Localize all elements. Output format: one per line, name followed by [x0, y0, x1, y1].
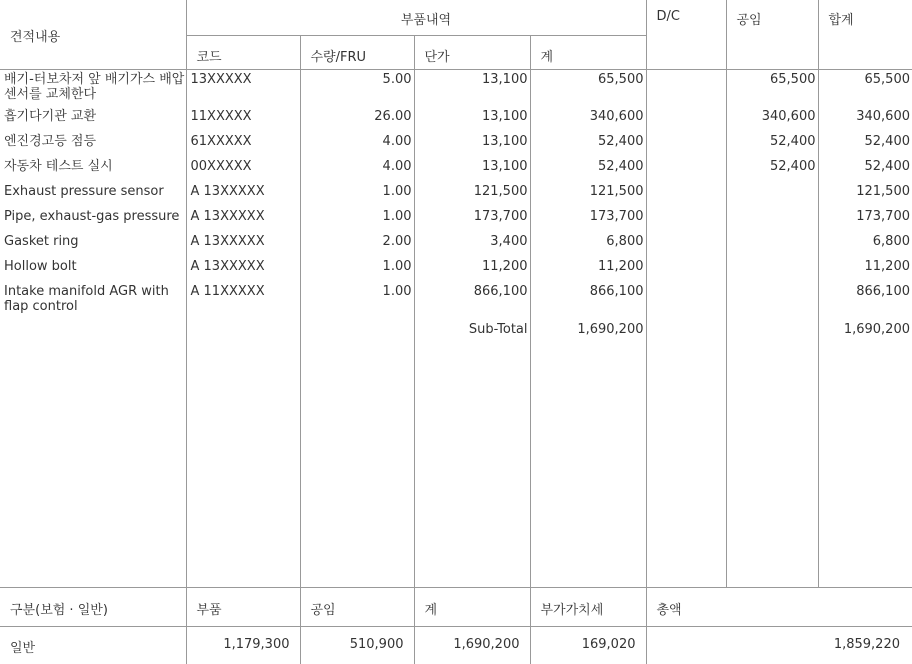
line-total: 173,700	[856, 209, 910, 224]
line-code: 11XXXXX	[190, 109, 252, 124]
line-description: Intake manifold AGR with flap control	[4, 284, 169, 314]
line-total: 65,500	[864, 71, 910, 87]
line-amount: 6,800	[606, 234, 644, 249]
line-code: A 13XXXXX	[190, 234, 265, 249]
line-quantity: 2.00	[382, 234, 412, 249]
summary-category-header: 구분(보험 · 일반)	[10, 602, 108, 618]
subtotal-row	[0, 320, 912, 345]
line-quantity: 1.00	[382, 184, 412, 199]
line-code: A 13XXXXX	[190, 259, 265, 274]
summary-grand-total: 1,859,220	[833, 636, 900, 652]
qty-header-label: 수량/FRU	[310, 49, 367, 65]
line-unit-price: 11,200	[482, 259, 528, 274]
line-total: 52,400	[864, 159, 910, 174]
summary-parts: 1,179,300	[223, 636, 290, 652]
dc-header-label: D/C	[656, 9, 680, 24]
line-labor: 52,400	[770, 134, 816, 149]
line-quantity: 26.00	[374, 109, 412, 124]
line-labor: 340,600	[761, 109, 816, 124]
line-total: 340,600	[856, 109, 910, 124]
line-code: A 11XXXXX	[190, 284, 265, 299]
subtotal-amount: 1,690,200	[577, 322, 644, 337]
line-code: 13XXXXX	[190, 71, 252, 87]
line-code: 61XXXXX	[190, 134, 252, 149]
subtotal-total: 1,690,200	[843, 322, 910, 337]
line-item-row	[0, 69, 912, 107]
subtotal-label: Sub-Total	[468, 322, 528, 337]
line-quantity: 1.00	[382, 259, 412, 274]
line-description: Pipe, exhaust-gas pressure	[4, 209, 180, 224]
line-amount: 52,400	[598, 159, 644, 174]
summary-value-row	[0, 626, 912, 664]
line-quantity: 4.00	[382, 159, 412, 174]
summary-vat: 169,020	[581, 636, 636, 652]
line-item-row	[0, 232, 912, 257]
line-item-row	[0, 207, 912, 232]
line-amount: 866,100	[589, 284, 644, 299]
unit-price-header-label: 단가	[424, 49, 450, 65]
line-item-row	[0, 257, 912, 282]
line-total: 866,100	[856, 284, 910, 299]
summary-header-row	[0, 587, 912, 626]
line-unit-price: 13,100	[482, 109, 528, 124]
code-header-label: 코드	[196, 49, 222, 65]
estimate-header	[0, 0, 912, 69]
summary-sum-header: 계	[424, 602, 438, 618]
line-unit-price: 13,100	[482, 71, 528, 87]
line-quantity: 4.00	[382, 134, 412, 149]
total-header-label: 합계	[828, 13, 854, 28]
summary-section	[0, 587, 912, 664]
sum-header-label: 계	[540, 49, 554, 65]
line-amount: 121,500	[589, 184, 644, 199]
line-description: Hollow bolt	[4, 259, 77, 274]
labor-header-label: 공임	[736, 13, 762, 28]
line-labor: 52,400	[770, 159, 816, 174]
line-description: 엔진경고등 점등	[4, 134, 97, 149]
summary-vat-header: 부가가치세	[540, 602, 604, 618]
line-item-row	[0, 182, 912, 207]
line-amount: 65,500	[598, 71, 644, 87]
line-code: A 13XXXXX	[190, 209, 265, 224]
line-code: A 13XXXXX	[190, 184, 265, 199]
line-items	[0, 69, 912, 320]
subtotal-section	[0, 320, 912, 587]
line-code: 00XXXXX	[190, 159, 252, 174]
line-description: Gasket ring	[4, 234, 79, 249]
line-item-row	[0, 157, 912, 182]
summary-labor-header: 공임	[310, 602, 336, 618]
line-description: Exhaust pressure sensor	[4, 184, 164, 199]
parts-header-label: 부품내역	[400, 13, 452, 28]
line-unit-price: 121,500	[473, 184, 528, 199]
line-quantity: 1.00	[382, 284, 412, 299]
line-amount: 340,600	[589, 109, 644, 124]
summary-parts-header: 부품	[196, 602, 222, 618]
line-unit-price: 13,100	[482, 159, 528, 174]
line-unit-price: 173,700	[473, 209, 528, 224]
line-total: 52,400	[864, 134, 910, 149]
line-quantity: 5.00	[382, 71, 412, 87]
line-labor: 65,500	[770, 71, 816, 87]
line-total: 121,500	[856, 184, 910, 199]
line-description: 자동차 테스트 실시	[4, 159, 113, 174]
line-description: 배기-터보차저 앞 배기가스 배압센서를 교체한다	[4, 71, 185, 102]
line-quantity: 1.00	[382, 209, 412, 224]
summary-category: 일반	[10, 640, 36, 656]
summary-sum: 1,690,200	[453, 636, 520, 652]
estimate-header-label: 견적내용	[10, 30, 61, 45]
line-description: 흡기다기관 교환	[4, 109, 97, 124]
line-unit-price: 3,400	[490, 234, 528, 249]
summary-grand-header: 총액	[656, 602, 682, 618]
line-total: 6,800	[872, 234, 910, 249]
line-amount: 173,700	[589, 209, 644, 224]
line-total: 11,200	[864, 259, 910, 274]
line-amount: 52,400	[598, 134, 644, 149]
line-item-row	[0, 132, 912, 157]
line-unit-price: 13,100	[482, 134, 528, 149]
summary-labor: 510,900	[349, 636, 404, 652]
line-amount: 11,200	[598, 259, 644, 274]
line-item-row	[0, 282, 912, 320]
line-item-row	[0, 107, 912, 132]
filler-row	[0, 345, 912, 587]
line-unit-price: 866,100	[473, 284, 528, 299]
